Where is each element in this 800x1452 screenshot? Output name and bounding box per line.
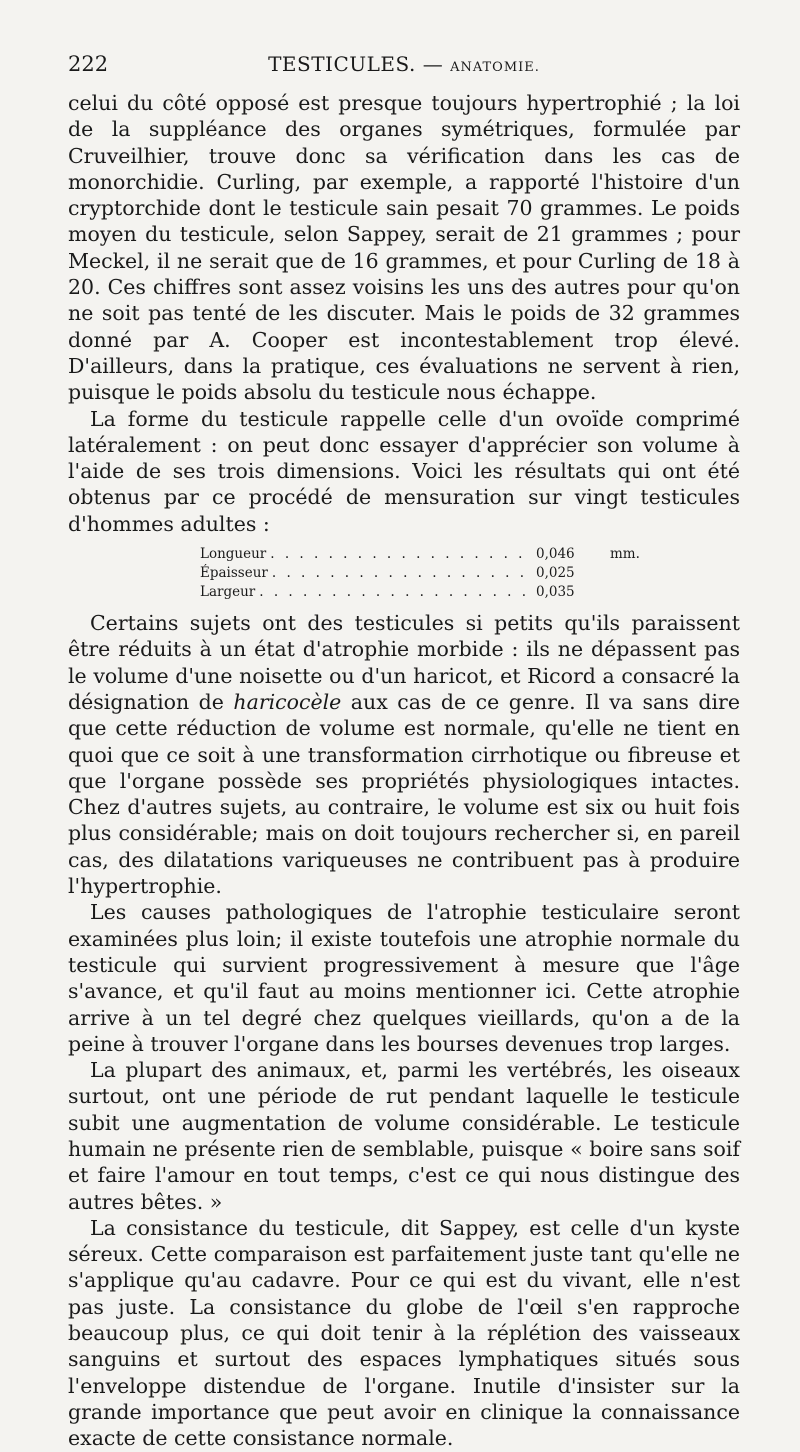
measurement-row <box>200 583 650 602</box>
measurement-row <box>200 545 650 564</box>
measurement-label: Longueur <box>200 546 267 563</box>
page-number: 222 <box>68 52 109 76</box>
term-haricocele: haricocèle <box>233 689 342 714</box>
measurement-value: 0,035 <box>536 584 575 601</box>
measurement-value: 0,046 <box>536 546 575 563</box>
paragraph-4: Les causes pathologiques de l'atrophie testiculaire seront examinées plus loin; il existe toutefois une atrophie normale du testicule qui survient progressivement à mesure que l'âge s'avance, et qu'il faut au moins mentionner ici. Cette atrophie arrive à un tel degré chez quelques vieillards, qu'on a de la peine à trouver l'organe dans les bourses devenues trop larges. <box>68 900 740 1056</box>
running-title-section: ANATOMIE. <box>450 60 540 75</box>
measurement-unit: mm. <box>610 546 640 563</box>
measurement-label: Épaisseur <box>200 565 268 582</box>
paragraph-2: La forme du testicule rappelle celle d'un ovoïde comprimé latéralement : on peut donc essayer d'apprécier son volume à l'aide de ses trois dimensions. Voici les résultats qui ont été obtenus par ce procédé de mensuration sur vingt testicules d'hommes adultes : <box>68 406 740 536</box>
measurement-table <box>68 545 740 602</box>
running-title-main: TESTICULES. — <box>268 52 444 76</box>
paragraph-6: La consistance du testicule, dit Sappey, est celle d'un kyste séreux. Cette comparaison est parfaitement juste tant qu'elle ne s'applique qu'au cadavre. Pour ce qui est du vivant, elle n'est pas juste. La consistance du globe de l'œil s'en rapproche beaucoup plus, ce qui doit tenir à la réplétion des vaisseaux sanguins et surtout des espaces lymphatiques situés sous l'enveloppe distendue de l'organe. Inutile d'insister sur la grande importance que peut avoir en clinique la connaissance exacte de cette consistance normale. <box>68 1215 740 1451</box>
paragraph-1: celui du côté opposé est presque toujours hypertrophié ; la loi de la suppléance des organes symétriques, formulée par Cruveilhier, trouve donc sa vérification dans les cas de monorchidie. Curling, par exemple, a rapporté l'histoire d'un cryptorchide dont le testicule sain pesait 70 grammes. Le poids moyen du testicule, selon Sappey, serait de 21 grammes ; pour Meckel, il ne serait que de 16 grammes, et pour Curling de 18 à 20. Ces chiffres sont assez voisins les uns des autres pour qu'on ne soit pas tenté de les discuter. Mais le poids de 32 grammes donné par A. Cooper est incontestablement trop élevé. D'ailleurs, dans la pratique, ces évaluations ne servent à rien, puisque le poids absolu du testicule nous échappe. <box>68 91 740 405</box>
leader-dots <box>259 583 532 602</box>
measurement-row <box>200 564 650 583</box>
leader-dots <box>272 564 532 583</box>
paragraph-3 <box>68 610 740 899</box>
paragraph-5: La plupart des animaux, et, parmi les vertébrés, les oiseaux surtout, ont une période de rut pendant laquelle le testicule subit une augmentation de volume considérable. Le testicule humain ne présente rien de semblable, puisque « boire sans soif et faire l'amour en tout temps, c'est ce qui nous distingue des autres bêtes. » <box>68 1058 740 1214</box>
paragraph-3-end: aux cas de ce genre. Il va sans dire que cette réduction de volume est normale, qu'elle ne tient en quoi que ce soit à une transformation cirrhotique ou fibreuse et que l'organe possède ses propriétés physiologiques intactes. Chez d'autres sujets, au contraire, le volume est six ou huit fois plus considérable; mais on doit toujours rechercher si, en pareil cas, des dilatations variqueuses ne contribuent pas à produire l'hypertrophie. <box>68 689 740 899</box>
measurement-label: Largeur <box>200 584 256 601</box>
running-header <box>68 52 740 84</box>
measurement-value: 0,025 <box>536 565 575 582</box>
page-body <box>68 90 740 1452</box>
leader-dots <box>270 545 532 564</box>
paragraph-3-start: Certains sujets ont des testicules si petits qu'ils paraissent être réduits à un état d'atrophie morbide : ils ne dépassent pas le volume d'une noisette ou d'un haricot, et Ricord a consacré la désignation de <box>68 611 740 714</box>
running-title <box>68 52 740 76</box>
